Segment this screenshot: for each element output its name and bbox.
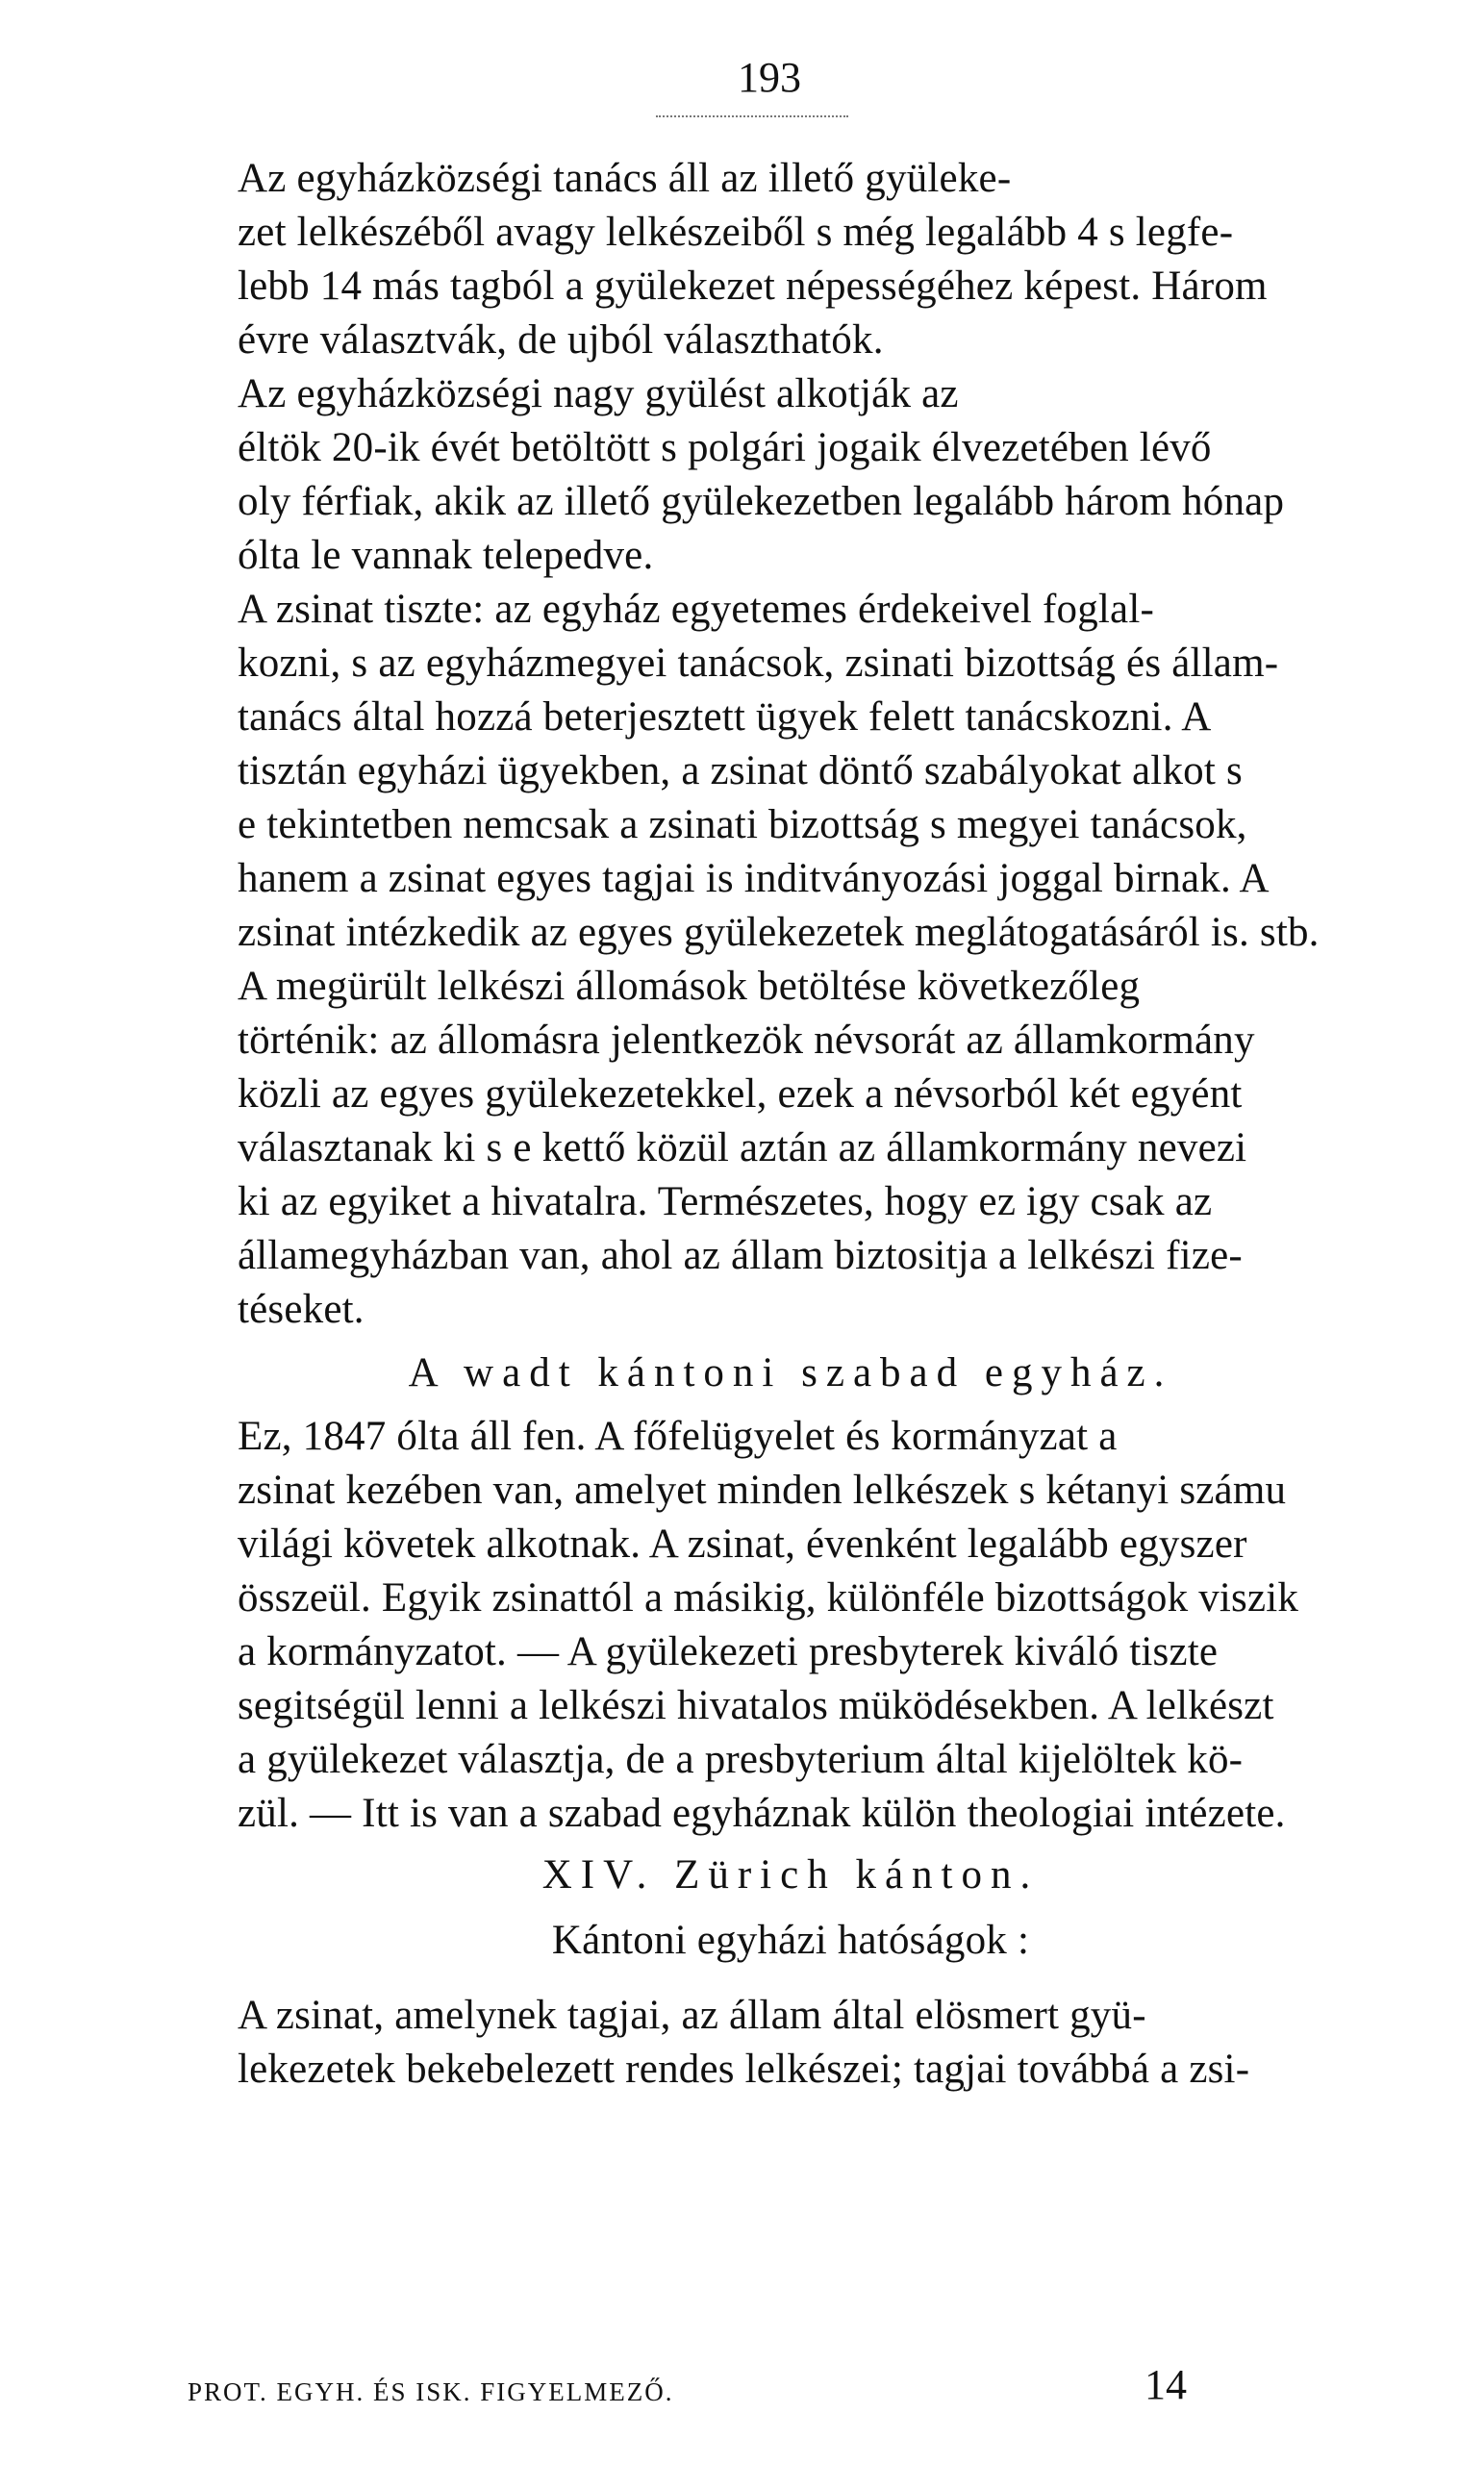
text-line: zet lelkészéből avagy lelkészeiből s még legalább 4 s legfe- <box>238 210 1234 255</box>
sheet-number: 14 <box>1144 2361 1187 2408</box>
chapter-heading: XIV. Zürich kánton. <box>541 1852 1040 1898</box>
text-line: lebb 14 más tagból a gyülekezet népességéhez képest. Három <box>238 264 1268 309</box>
text-line: hanem a zsinat egyes tagjai is inditványozási joggal birnak. A <box>238 856 1270 901</box>
text-line: A megürült lelkészi állomások betöltése következőleg <box>238 964 1141 1009</box>
text-line: választanak ki s e kettő közül aztán az államkormány nevezi <box>238 1125 1247 1170</box>
page-number-rule <box>656 115 848 117</box>
text-line: tisztán egyházi ügyekben, a zsinat döntő szabályokat alkot s <box>238 748 1243 793</box>
text-line: zül. — Itt is van a szabad egyháznak külön theologiai intézete. <box>238 1791 1286 1836</box>
text-line: éltök 20-ik évét betöltött s polgári jogaik élvezetében lévő <box>238 425 1212 470</box>
section-heading: A wadt kántoni szabad egyház. <box>408 1350 1173 1395</box>
text-line: összeül. Egyik zsinattól a másikig, különféle bizottságok viszik <box>238 1575 1299 1621</box>
text-line: világi követek alkotnak. A zsinat, évenként legalább egyszer <box>238 1521 1247 1567</box>
text-line: ólta le vannak telepedve. <box>238 533 654 578</box>
text-line: államegyházban van, ahol az állam biztositja a lelkészi fize- <box>238 1233 1243 1278</box>
text-line: a kormányzatot. — A gyülekezeti presbyterek kiváló tiszte <box>238 1629 1219 1674</box>
text-line: segitségül lenni a lelkészi hivatalos müködésekben. A lelkészt <box>238 1683 1274 1728</box>
text-line: téseket. <box>238 1287 365 1332</box>
text-line: A zsinat tiszte: az egyház egyetemes érdekeivel foglal- <box>238 587 1154 632</box>
text-line: Ez, 1847 ólta áll fen. A főfelügyelet és kormányzat a <box>238 1414 1118 1459</box>
text-line: történik: az állomásra jelentkezök névsorát az államkormány <box>238 1018 1255 1063</box>
text-line: zsinat kezében van, amelyet minden lelkészek s kétanyi számu <box>238 1468 1287 1513</box>
text-line: kozni, s az egyházmegyei tanácsok, zsinati bizottság és állam- <box>238 641 1279 686</box>
text-line: közli az egyes gyülekezetekkel, ezek a névsorból két egyént <box>238 1071 1243 1117</box>
text-line: zsinat intézkedik az egyes gyülekezetek meglátogatásáról is. stb. <box>238 910 1320 955</box>
text-line: a gyülekezet választja, de a presbyterium által kijelöltek kö- <box>238 1737 1244 1782</box>
text-line: lekezetek bekebelezett rendes lelkészei; tagjai továbbá a zsi- <box>238 2047 1250 2092</box>
text-line: A zsinat, amelynek tagjai, az állam által elösmert gyü- <box>238 1993 1146 2038</box>
text-line: Az egyházközségi tanács áll az illető gyüleke- <box>238 156 1012 201</box>
text-line: ki az egyiket a hivatalra. Természetes, hogy ez igy csak az <box>238 1179 1213 1224</box>
text-line: tanács által hozzá beterjesztett ügyek felett tanácskozni. A <box>238 694 1212 740</box>
printer-signature: PROT. EGYH. ÉS ISK. FIGYELMEZŐ. <box>188 2377 674 2406</box>
page-number: 193 <box>738 54 801 101</box>
subheading: Kántoni egyházi hatóságok : <box>551 1918 1030 1963</box>
text-line: évre választvák, de ujból választhatók. <box>238 317 884 363</box>
text-line: Az egyházközségi nagy gyülést alkotják az <box>238 371 959 416</box>
text-line: oly férfiak, akik az illető gyülekezetben legalább három hónap <box>238 479 1285 524</box>
text-line: e tekintetben nemcsak a zsinati bizottság s megyei tanácsok, <box>238 802 1247 847</box>
